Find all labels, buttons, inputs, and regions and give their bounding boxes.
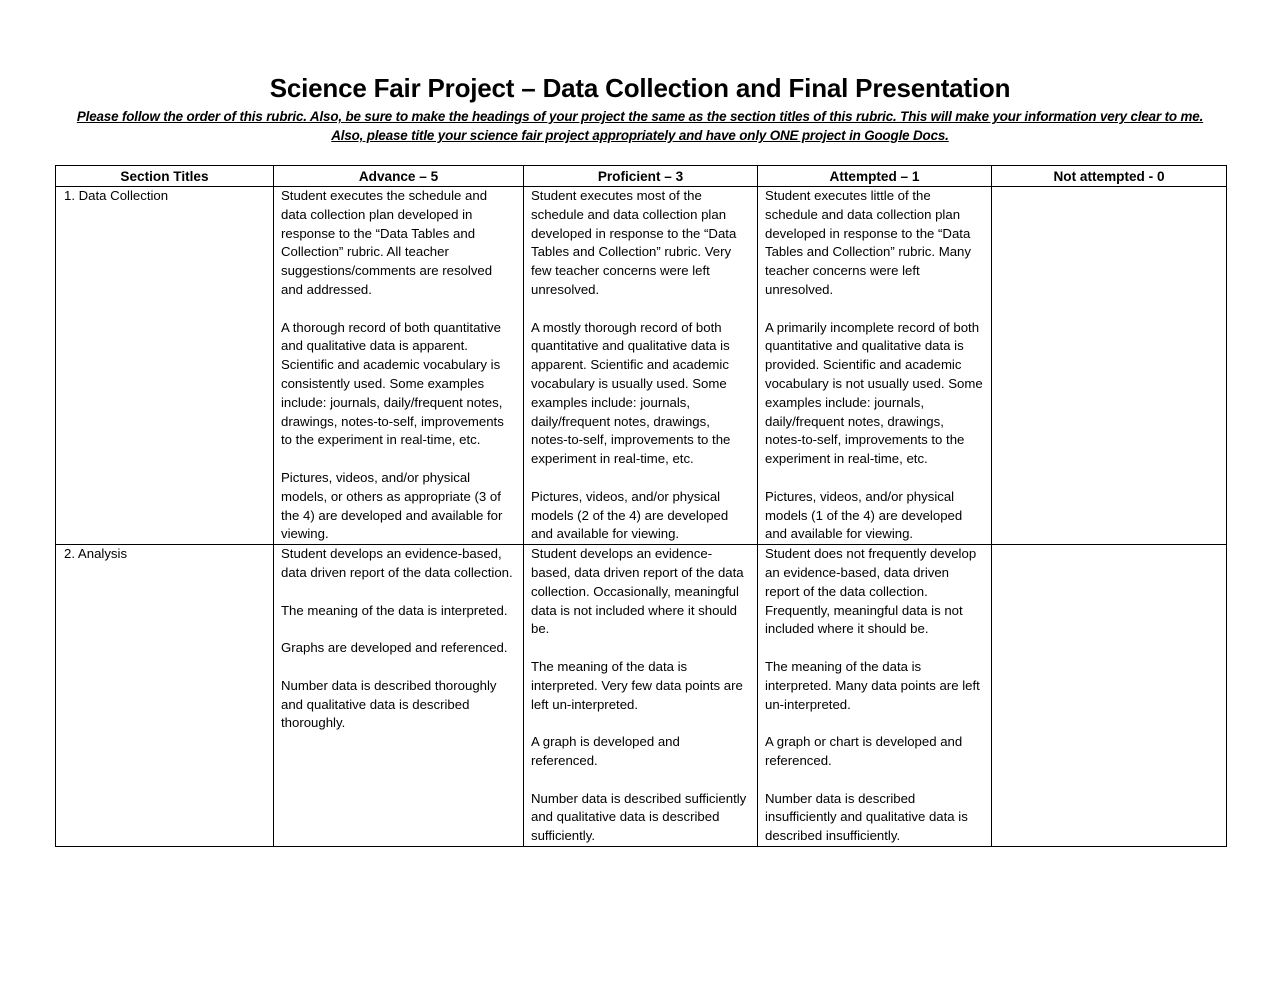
criterion-text: Pictures, videos, and/or physical models (2 of the 4) are developed and available for viewing. [531,488,729,542]
criterion-text: A thorough record of both quantitative and qualitative data is apparent. Scientific and academic vocabulary is consistently used. Some examples include: journals, daily/frequent notes, drawings, notes-to-self, improvements to the experiment in real-time, etc. [281,319,504,448]
column-header-proficient: Proficient – 3 [524,166,758,187]
table-header-row [56,166,1227,187]
criterion-text: A graph or chart is developed and referenced. [765,734,963,768]
criterion-text: Pictures, videos, and/or physical models, or others as appropriate (3 of the 4) are developed and available for viewing. [281,469,503,542]
criterion-text: Student executes little of the schedule and data collection plan developed in response to the “Data Tables and Collection” rubric. Many teacher concerns were left unresolved. [765,188,971,297]
criterion-text: The meaning of the data is interpreted. Many data points are left un-interpreted. [765,658,980,712]
instructions-text: Please follow the order of this rubric. Also, be sure to make the headings of your project the same as the section titles of this rubric. This will make your information very clear to me. Also, please title your science fair project appropriately and have only ONE project in Google Docs. [76,109,1204,143]
cell-analysis-not-attempted [992,545,1227,847]
column-header-section-titles: Section Titles [56,166,274,187]
criterion-text: A graph is developed and referenced. [531,734,680,768]
criterion-text: A primarily incomplete record of both quantitative and qualitative data is provided. Scientific and academic vocabulary is not usually used. Some examples include: journals, daily/frequent notes, drawings, notes-to-self, improvements to the experiment in real-time, etc. [765,319,983,467]
criterion-text: Number data is described thoroughly and qualitative data is described thoroughly. [281,677,497,731]
criterion-text: Number data is described insufficiently and qualitative data is described insufficiently. [765,790,968,844]
cell-analysis-proficient [524,545,758,847]
criterion-text: The meaning of the data is interpreted. Very few data points are left un-interpreted. [531,658,743,712]
column-header-not-attempted: Not attempted - 0 [992,166,1227,187]
column-header-advance: Advance – 5 [274,166,524,187]
criterion-text: A mostly thorough record of both quantitative and qualitative data is apparent. Scientific and academic vocabulary is usually used. Some examples include: journals, daily/frequent notes, drawings, notes-to-self, improvements to the experiment in real-time, etc. [531,319,731,467]
criterion-text: Pictures, videos, and/or physical models (1 of the 4) are developed and available for viewing. [765,488,963,542]
criterion-text: Student develops an evidence-based, data driven report of the data collection. [281,546,513,580]
criterion-text: The meaning of the data is interpreted. [281,602,508,618]
rubric-table [55,165,1227,847]
cell-analysis-advance [274,545,524,847]
criterion-text: Graphs are developed and referenced. [281,640,508,656]
row-title-data-collection: 1. Data Collection [56,187,274,545]
cell-analysis-attempted [758,545,992,847]
criterion-text: Student executes most of the schedule and data collection plan developed in response to the “Data Tables and Collection” rubric. Very few teacher concerns were left unresolved. [531,188,737,297]
cell-data-collection-not-attempted [992,187,1227,545]
table-row-data-collection [56,187,1227,545]
criterion-text: Student does not frequently develop an evidence-based, data driven report of the data collection. Frequently, meaningful data is not included where it should be. [765,546,977,637]
column-header-attempted: Attempted – 1 [758,166,992,187]
page-title: Science Fair Project – Data Collection and Final Presentation [269,73,1011,103]
cell-data-collection-attempted [758,187,992,545]
row-title-analysis: 2. Analysis [56,545,274,847]
criterion-text: Student executes the schedule and data collection plan developed in response to the “Data Tables and Collection” rubric. All teacher suggestions/comments are resolved and addressed. [281,188,493,297]
cell-data-collection-proficient [524,187,758,545]
criterion-text: Number data is described sufficiently and qualitative data is described sufficiently. [531,790,747,844]
criterion-text: Student develops an evidence-based, data driven report of the data collection. Occasionally, meaningful data is not included where it should be. [531,546,744,637]
table-row-analysis [56,545,1227,847]
cell-data-collection-advance [274,187,524,545]
